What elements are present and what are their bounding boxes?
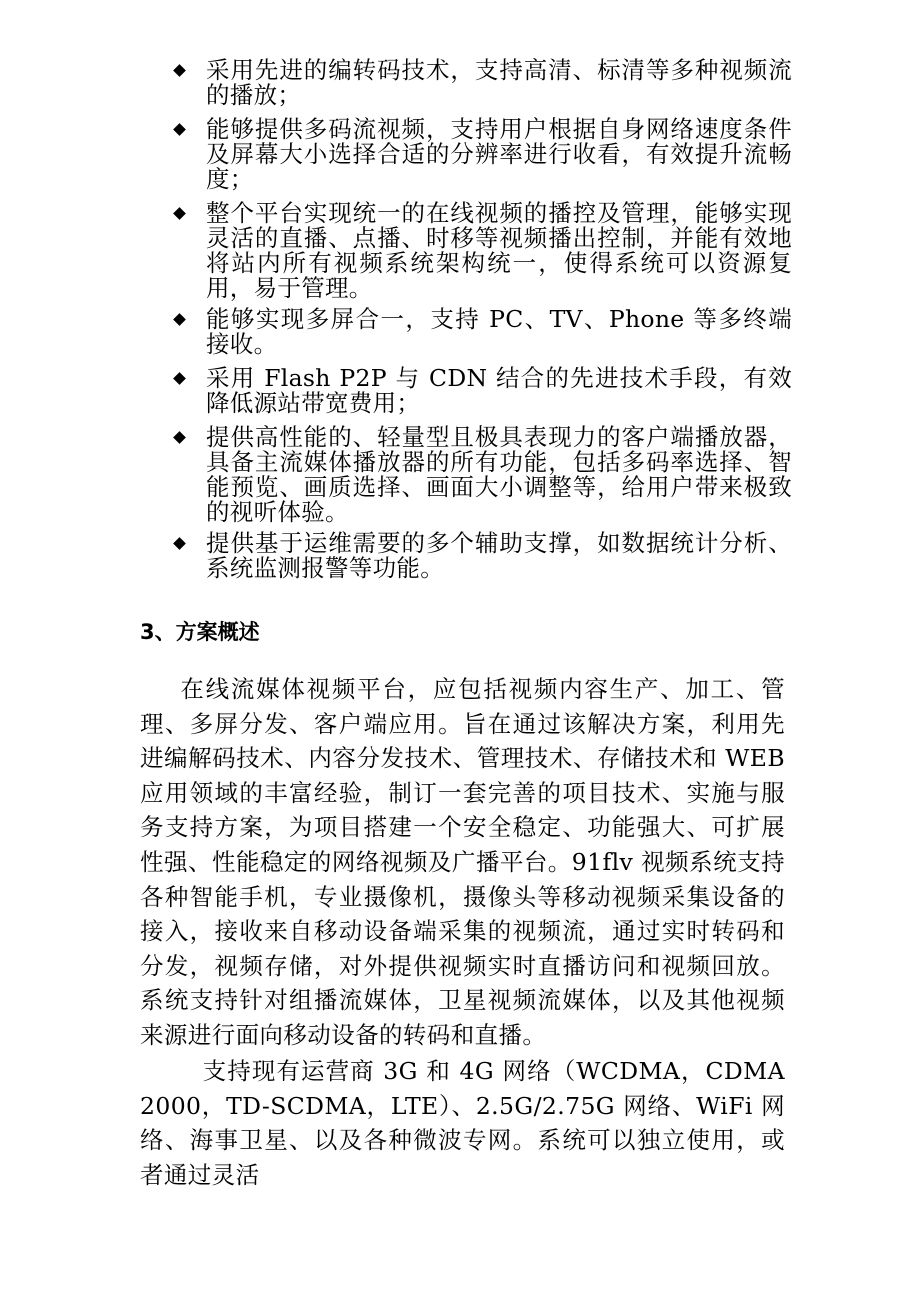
diamond-bullet-icon — [173, 123, 186, 136]
bullet-text: 提供高性能的、轻量型且极具表现力的客户端播放器，具备主流媒体播放器的所有功能，包括多码率选择、智能预览、画质选择、画面大小调整等，给用户带来极致的视听体验。 — [206, 423, 792, 526]
diamond-bullet-icon — [173, 372, 186, 385]
bullet-text: 采用 Flash P2P 与 CDN 结合的先进技术手段，有效降低源站带宽费用； — [206, 364, 792, 417]
feature-bullet-list — [172, 58, 792, 590]
paragraph-text: 在线流媒体视频平台，应包括视频内容生产、加工、管理、多屏分发、客户端应用。旨在通过该解决方案，利用先进编解码技术、内容分发技术、管理技术、存储技术和 WEB 应用领域的丰富经验，制订一套完善的项目技术、实施与服务支持方案，为项目搭建一个安全稳定、功能强大、可扩展性强、性能稳定的网络视频及广播平台。91flv 视频系统支持各种智能手机，专业摄像机，摄像头等移动视频采集设备的接入，接收来自移动设备端采集的视频流，通过实时转码和分发，视频存储，对外提供视频实时直播访问和视频回放。系统支持针对组播流媒体，卫星视频流媒体，以及其他视频来源进行面向移动设备的转码和直播。 — [140, 675, 785, 1049]
bullet-item — [172, 531, 792, 581]
bullet-text: 采用先进的编转码技术，支持高清、标清等多种视频流的播放； — [206, 56, 792, 109]
section-heading: 3、方案概述 — [140, 620, 260, 644]
bullet-item — [172, 366, 792, 416]
body-paragraph — [140, 1054, 785, 1192]
bullet-text: 能够提供多码流视频，支持用户根据自身网络速度条件及屏幕大小选择合适的分辨率进行收看，有效提升流畅度； — [206, 115, 792, 193]
bullet-item — [172, 307, 792, 357]
bullet-item — [172, 201, 792, 301]
bullet-item — [172, 425, 792, 525]
diamond-bullet-icon — [173, 313, 186, 326]
body-paragraph — [140, 672, 785, 1053]
bullet-text: 提供基于运维需要的多个辅助支撑，如数据统计分析、系统监测报警等功能。 — [206, 529, 792, 582]
diamond-bullet-icon — [173, 64, 186, 77]
bullet-item — [172, 117, 792, 192]
bullet-item — [172, 58, 792, 108]
paragraph-text: 支持现有运营商 3G 和 4G 网络（WCDMA，CDMA 2000，TD-SCDMA，LTE）、2.5G/2.75G 网络、WiFi 网络、海事卫星、以及各种微波专网。系统可以独立使用，或者通过灵活 — [140, 1057, 785, 1189]
diamond-bullet-icon — [173, 537, 186, 550]
diamond-bullet-icon — [173, 207, 186, 220]
bullet-text: 整个平台实现统一的在线视频的播控及管理，能够实现灵活的直播、点播、时移等视频播出控制，并能有效地将站内所有视频系统架构统一，使得系统可以资源复用，易于管理。 — [206, 199, 792, 302]
bullet-text: 能够实现多屏合一，支持 PC、TV、Phone 等多终端接收。 — [206, 305, 792, 358]
diamond-bullet-icon — [173, 431, 186, 444]
